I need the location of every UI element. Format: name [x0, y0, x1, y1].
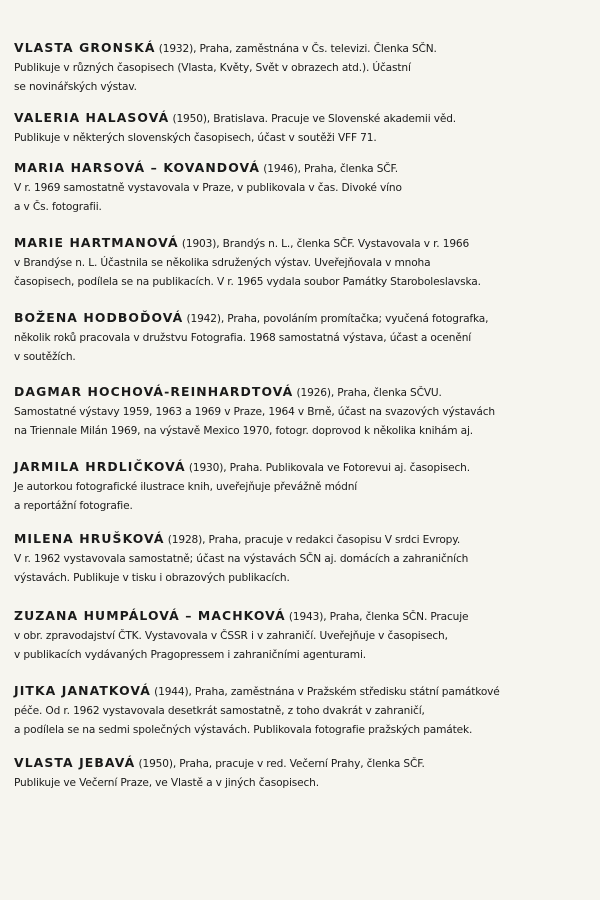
entry-hruskova [14, 529, 594, 588]
entry-line: v obr. zpravodajství ČTK. Vystavovala v ČSSR i v zahraničí. Uveřejňuje v časopisech, [14, 630, 448, 642]
entry-first-line [14, 753, 594, 774]
entry-line: v publikacích vydávaných Pragopressem i zahraničními agenturami. [14, 649, 366, 661]
entry-hochova-reinhardtova [14, 382, 594, 441]
entry-line: Publikuje v různých časopisech (Vlasta, Květy, Svět v obrazech atd.). Účastní [14, 62, 411, 74]
entry-line: V r. 1969 samostatně vystavovala v Praze, v publikovala v čas. Divoké víno [14, 182, 402, 194]
entry-name: JARMILA HRDLIČKOVÁ [14, 459, 186, 474]
entry-line: se novinářských výstav. [14, 81, 137, 93]
entry-line: časopisech, podílela se na publikacích. V r. 1965 vydala soubor Památky Staroboleslavska. [14, 276, 481, 288]
entry-line: péče. Od r. 1962 vystavovala desetkrát samostatně, z toho dvakrát v zahraničí, [14, 705, 425, 717]
entry-first-line-text: (1903), Brandýs n. L., členka SČF. Vystavovala v r. 1966 [178, 238, 470, 250]
entry-name: JITKA JANATKOVÁ [14, 683, 151, 698]
entry-line: a podílela se na sedmi společných výstavách. Publikovala fotografie pražských památek. [14, 724, 473, 736]
entry-humpalova-machkova [14, 606, 594, 665]
entry-first-line-text: (1950), Praha, pracuje v red. Večerní Prahy, členka SČF. [135, 758, 425, 770]
entry-line: výstavách. Publikuje v tisku i obrazových publikacích. [14, 572, 290, 584]
entry-first-line [14, 681, 594, 702]
entry-first-line-text: (1932), Praha, zaměstnána v Čs. televizi. Členka SČN. [155, 43, 437, 55]
entry-first-line-text: (1928), Praha, pracuje v redakci časopisu V srdci Evropy. [164, 534, 461, 546]
entry-first-line-text: (1950), Bratislava. Pracuje ve Slovenské akademii věd. [169, 113, 457, 125]
entry-name: ZUZANA HUMPÁLOVÁ – MACHKOVÁ [14, 608, 286, 623]
entry-line: Publikuje v některých slovenských časopisech, účast v soutěži VFF 71. [14, 132, 377, 144]
entry-first-line [14, 233, 594, 254]
entry-first-line [14, 308, 594, 329]
entry-first-line [14, 38, 594, 59]
entry-name: MARIE HARTMANOVÁ [14, 235, 179, 250]
entry-hartmanova [14, 233, 594, 292]
entry-janatkova [14, 681, 594, 740]
entry-halasova [14, 108, 594, 148]
entry-first-line-text: (1942), Praha, povoláním promítačka; vyučená fotografka, [183, 313, 489, 325]
entry-line: na Triennale Milán 1969, na výstavě Mexico 1970, fotogr. doprovod k několika knihám aj. [14, 425, 474, 437]
entry-line: V r. 1962 vystavovala samostatně; účast na výstavách SČN aj. domácích a zahraničních [14, 553, 469, 565]
entry-first-line-text: (1930), Praha. Publikovala ve Fotorevui aj. časopisech. [185, 462, 470, 474]
entry-first-line [14, 382, 594, 403]
entry-name: VLASTA JEBAVÁ [14, 755, 136, 770]
entry-name: VALERIA HALASOVÁ [14, 110, 170, 125]
entry-jebava [14, 753, 594, 793]
entry-hodbodova [14, 308, 594, 367]
entry-first-line [14, 108, 594, 129]
entry-first-line [14, 606, 594, 627]
entry-line: v Brandýse n. L. Účastnila se několika sdružených výstav. Uveřejňovala v mnoha [14, 257, 431, 269]
entry-first-line [14, 457, 594, 478]
entry-line: v soutěžích. [14, 351, 76, 363]
entry-line: a reportážní fotografie. [14, 500, 133, 512]
entry-line: Publikuje ve Večerní Praze, ve Vlastě a v jiných časopisech. [14, 777, 319, 789]
entry-line: Samostatné výstavy 1959, 1963 a 1969 v Praze, 1964 v Brně, účast na svazových výstavách [14, 406, 495, 418]
entry-name: MARIA HARSOVÁ – KOVANDOVÁ [14, 160, 261, 175]
entry-first-line-text: (1944), Praha, zaměstnána v Pražském středisku státní památkové [150, 686, 500, 698]
entry-name: MILENA HRUŠKOVÁ [14, 531, 165, 546]
entry-name: BOŽENA HODBOĎOVÁ [14, 310, 184, 325]
entry-name: VLASTA GRONSKÁ [14, 40, 156, 55]
entry-first-line [14, 158, 594, 179]
entry-line: a v Čs. fotografii. [14, 201, 102, 213]
entry-first-line [14, 529, 594, 550]
entry-line: několik roků pracovala v družstvu Fotografia. 1968 samostatná výstava, účast a ocenění [14, 332, 472, 344]
entry-harsova-kovandova [14, 158, 594, 217]
entry-first-line-text: (1946), Praha, členka SČF. [260, 163, 399, 175]
entry-hrdlickova [14, 457, 594, 516]
entry-first-line-text: (1943), Praha, členka SČN. Pracuje [285, 611, 469, 623]
entry-line: Je autorkou fotografické ilustrace knih, uveřejňuje převážně módní [14, 481, 358, 493]
entry-first-line-text: (1926), Praha, členka SČVU. [293, 387, 442, 399]
entry-name: DAGMAR HOCHOVÁ-REINHARDTOVÁ [14, 384, 294, 399]
entry-gronska [14, 38, 594, 97]
